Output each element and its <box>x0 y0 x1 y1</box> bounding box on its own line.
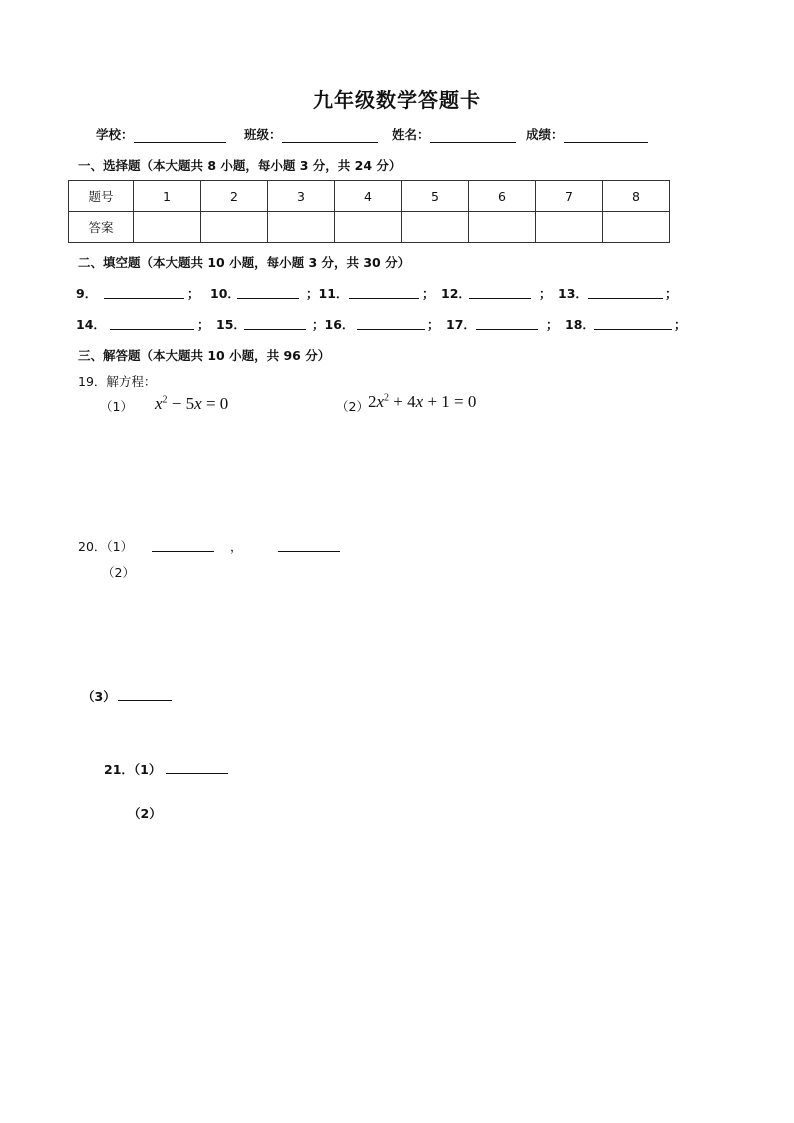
fill-separator: ； <box>539 286 552 301</box>
fill-blank-13[interactable] <box>588 284 663 299</box>
fill-label-17: 17． <box>446 317 476 332</box>
q20-part3-label: （3） <box>82 689 116 704</box>
fill-separator: ； <box>546 317 559 332</box>
choice-answer-table <box>68 180 670 243</box>
question-number: 8 <box>603 181 670 212</box>
q20-part2-label: （2） <box>102 565 135 580</box>
equation-1: $x^2 - 5x = 0$ <box>155 394 229 413</box>
fill-separator: ； <box>674 317 687 332</box>
question-number: 5 <box>402 181 469 212</box>
answer-cell[interactable] <box>536 212 603 243</box>
question-number: 2 <box>201 181 268 212</box>
q21-blank-1[interactable] <box>166 759 228 774</box>
fill-blank-15[interactable] <box>244 315 306 330</box>
fill-blank-14[interactable] <box>110 315 194 330</box>
fill-label-14: 14． <box>76 317 106 332</box>
school-field <box>96 125 226 143</box>
question-number: 4 <box>335 181 402 212</box>
fill-label-16: ；16． <box>312 317 355 332</box>
fill-label-10: 10． <box>210 286 240 301</box>
fill-blank-17[interactable] <box>476 315 538 330</box>
fill-separator: ； <box>427 317 440 332</box>
q20-blank-3[interactable] <box>118 686 172 701</box>
question-number: 3 <box>268 181 335 212</box>
row-header-answer: 答案 <box>69 212 134 243</box>
table-row <box>69 181 670 212</box>
q19-part1-label: （1） <box>100 399 133 414</box>
fill-blank-18[interactable] <box>594 315 672 330</box>
row-header-number: 题号 <box>69 181 134 212</box>
class-label: 班级： <box>244 127 282 142</box>
fill-separator: ； <box>187 286 200 301</box>
school-blank[interactable] <box>134 128 226 143</box>
fill-label-9: 9． <box>76 286 98 301</box>
fill-separator: ； <box>665 286 678 301</box>
class-blank[interactable] <box>282 128 378 143</box>
question-number: 6 <box>469 181 536 212</box>
section-1-heading: 一、选择题（本大题共 8 小题，每小题 3 分，共 24 分） <box>78 158 402 173</box>
section-2-heading: 二、填空题（本大题共 10 小题，每小题 3 分，共 30 分） <box>78 255 411 270</box>
answer-cell[interactable] <box>469 212 536 243</box>
fill-blank-12[interactable] <box>469 284 531 299</box>
answer-cell[interactable] <box>402 212 469 243</box>
score-blank[interactable] <box>564 128 648 143</box>
answer-cell[interactable] <box>335 212 402 243</box>
answer-cell[interactable] <box>268 212 335 243</box>
fill-label-13: 13． <box>558 286 588 301</box>
fill-blank-9[interactable] <box>104 284 184 299</box>
answer-cell[interactable] <box>201 212 268 243</box>
answer-cell[interactable] <box>134 212 201 243</box>
name-field <box>392 125 516 143</box>
page-title: 九年级数学答题卡 <box>313 88 481 112</box>
q20-blank-1[interactable] <box>152 537 214 552</box>
section-3-heading: 三、解答题（本大题共 10 小题，共 96 分） <box>78 348 331 363</box>
fill-label-18: 18． <box>565 317 595 332</box>
fill-label-11: ；11． <box>306 286 349 301</box>
q20-label: 20．（1） <box>78 539 134 554</box>
fill-label-15: 15． <box>216 317 246 332</box>
fill-blank-11[interactable] <box>349 284 419 299</box>
name-blank[interactable] <box>430 128 516 143</box>
q19-part2-label: （2） <box>336 399 369 414</box>
fill-separator: ； <box>197 317 210 332</box>
fill-label-12: 12． <box>441 286 471 301</box>
class-field <box>244 125 378 143</box>
fill-blank-16[interactable] <box>357 315 425 330</box>
fill-separator: ； <box>422 286 435 301</box>
q20-blank-2[interactable] <box>278 537 340 552</box>
q21-part2-label: （2） <box>128 806 162 821</box>
school-label: 学校： <box>96 127 134 142</box>
question-number: 1 <box>134 181 201 212</box>
q19-label: 19．解方程： <box>78 374 157 389</box>
q21-label: 21．（1） <box>104 762 162 777</box>
q20-comma: ， <box>230 539 243 554</box>
equation-2: $2x^2 + 4x + 1 = 0$ <box>368 392 477 411</box>
name-label: 姓名： <box>392 127 430 142</box>
fill-blank-10[interactable] <box>237 284 299 299</box>
answer-cell[interactable] <box>603 212 670 243</box>
score-field <box>526 125 648 143</box>
table-row <box>69 212 670 243</box>
question-number: 7 <box>536 181 603 212</box>
score-label: 成绩： <box>526 127 564 142</box>
